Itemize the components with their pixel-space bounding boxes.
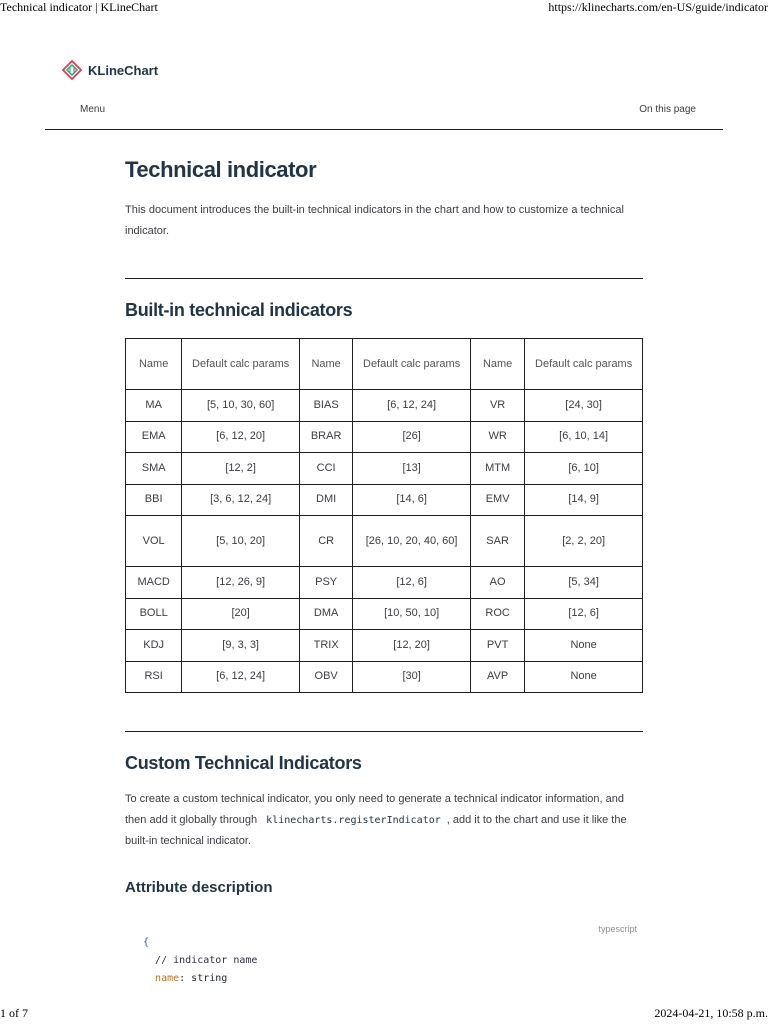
table-cell: [2, 2, 20] (525, 516, 643, 567)
table-cell: [6, 12, 20] (182, 421, 300, 453)
table-cell: [13] (353, 453, 471, 485)
column-header-params: Default calc params (182, 339, 300, 390)
table-cell: [10, 50, 10] (353, 598, 471, 630)
table-cell: CCI (299, 453, 352, 485)
table-cell: MTM (470, 453, 524, 485)
custom-indicators-heading: Custom Technical Indicators (125, 753, 362, 773)
column-header-params: Default calc params (353, 339, 471, 390)
print-page-title: Technical indicator | KLineChart (0, 0, 158, 14)
table-cell: EMV (470, 484, 524, 516)
table-cell: [3, 6, 12, 24] (182, 484, 300, 516)
table-cell: DMA (299, 598, 352, 630)
code-comment: // indicator name (155, 955, 258, 966)
table-row (126, 630, 643, 662)
table-cell: [14, 9] (525, 484, 643, 516)
table-row (126, 390, 643, 422)
table-cell: [12, 20] (353, 630, 471, 662)
code-open-brace: { (143, 937, 150, 948)
table-cell: BBI (126, 484, 182, 516)
table-row (126, 484, 643, 516)
doc-content (125, 150, 643, 982)
table-row (126, 661, 643, 693)
register-indicator-code: klinecharts.registerIndicator (266, 815, 441, 826)
code-key: name (155, 973, 180, 984)
column-header-name: Name (299, 339, 352, 390)
section-divider (125, 278, 643, 279)
table-row (126, 421, 643, 453)
column-header-name: Name (126, 339, 182, 390)
table-cell: [12, 2] (182, 453, 300, 485)
table-cell: [5, 10, 30, 60] (182, 390, 300, 422)
table-cell: AVP (470, 661, 524, 693)
column-header-name: Name (470, 339, 524, 390)
intro-paragraph: This document introduces the built-in technical indicators in the chart and how to customize a technical indicator. (125, 204, 624, 237)
table-cell: [30] (353, 661, 471, 693)
table-cell: BRAR (299, 421, 352, 453)
brand-name: KLineChart (88, 62, 159, 78)
table-cell: [5, 34] (525, 567, 643, 599)
table-cell: [12, 6] (353, 567, 471, 599)
table-cell: PVT (470, 630, 524, 662)
table-cell: [9, 3, 3] (182, 630, 300, 662)
table-cell: [5, 10, 20] (182, 516, 300, 567)
table-cell: [12, 6] (525, 598, 643, 630)
table-cell: VOL (126, 516, 182, 567)
table-cell: SAR (470, 516, 524, 567)
code-language-label: typescript (598, 924, 637, 934)
on-this-page-button[interactable]: On this page (639, 104, 696, 115)
table-cell: [6, 12, 24] (353, 390, 471, 422)
print-datetime: 2024-04-21, 10:58 p.m. (654, 1006, 768, 1020)
table-cell: EMA (126, 421, 182, 453)
table-cell: BIAS (299, 390, 352, 422)
table-cell: [6, 10, 14] (525, 421, 643, 453)
code-type: : string (179, 973, 228, 984)
table-row (126, 598, 643, 630)
table-row (126, 453, 643, 485)
attribute-description-heading: Attribute description (125, 879, 273, 896)
table-cell: CR (299, 516, 352, 567)
table-header-row (126, 339, 643, 390)
builtin-indicators-heading: Built-in technical indicators (125, 300, 353, 320)
table-cell: [20] (182, 598, 300, 630)
site-brand-link[interactable] (62, 58, 158, 82)
custom-indicators-paragraph (125, 789, 643, 852)
local-nav-bar (45, 104, 723, 130)
table-cell: TRIX (299, 630, 352, 662)
table-cell: [14, 6] (353, 484, 471, 516)
code-block (125, 912, 643, 982)
custom-text-before: To create a custom technical indicator, you only need to generate a technical indicator information, and then add it globally through (125, 793, 624, 826)
print-page-number: 1 of 7 (0, 1006, 28, 1020)
page-title: Technical indicator (125, 157, 317, 182)
print-page-url: https://klinecharts.com/en-US/guide/indicator (548, 0, 768, 14)
table-cell: None (525, 661, 643, 693)
klinechart-logo-icon (62, 60, 82, 80)
table-cell: [26] (353, 421, 471, 453)
table-cell: AO (470, 567, 524, 599)
table-cell: ROC (470, 598, 524, 630)
print-header (0, 0, 768, 16)
print-footer (0, 1006, 768, 1024)
table-row (126, 567, 643, 599)
table-cell: MA (126, 390, 182, 422)
table-cell: KDJ (126, 630, 182, 662)
column-header-params: Default calc params (525, 339, 643, 390)
menu-button[interactable]: Menu (80, 104, 106, 115)
table-cell: MACD (126, 567, 182, 599)
code-content (143, 934, 257, 988)
table-cell: RSI (126, 661, 182, 693)
table-cell: [26, 10, 20, 40, 60] (353, 516, 471, 567)
table-cell: [6, 12, 24] (182, 661, 300, 693)
table-cell: OBV (299, 661, 352, 693)
section-divider (125, 731, 643, 732)
table-row (126, 516, 643, 567)
table-cell: VR (470, 390, 524, 422)
table-cell: PSY (299, 567, 352, 599)
table-cell: DMI (299, 484, 352, 516)
table-cell: [24, 30] (525, 390, 643, 422)
custom-text-after: , add it to the chart and use it like the built-in technical indicator. (125, 814, 627, 847)
table-cell: None (525, 630, 643, 662)
table-cell: SMA (126, 453, 182, 485)
builtin-indicators-table (125, 338, 643, 693)
table-cell: BOLL (126, 598, 182, 630)
table-cell: WR (470, 421, 524, 453)
table-cell: [6, 10] (525, 453, 643, 485)
table-cell: [12, 26, 9] (182, 567, 300, 599)
